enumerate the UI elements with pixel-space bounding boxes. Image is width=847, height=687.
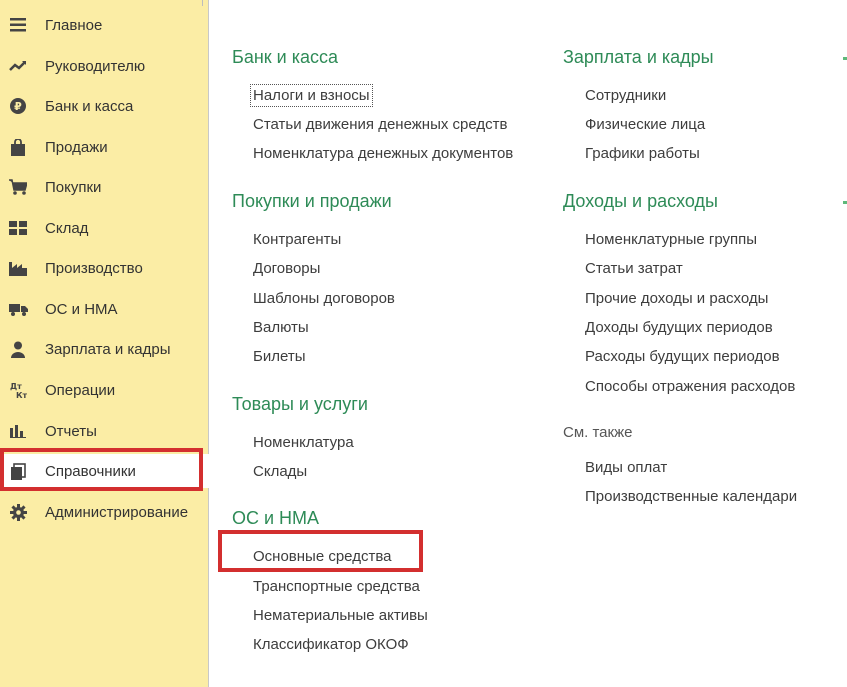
link-deferred-income[interactable]: Доходы будущих периодов: [585, 319, 773, 336]
truck-icon: [8, 300, 28, 318]
sidebar-item-directories[interactable]: [0, 454, 209, 488]
svg-text:₽: ₽: [14, 100, 22, 113]
sidebar-item-label: Покупки: [45, 179, 102, 196]
link-warehouses[interactable]: Склады: [253, 463, 308, 480]
sidebar-item-purchases[interactable]: [0, 170, 209, 204]
sidebar-item-label: Производство: [45, 260, 143, 277]
link-other-income-expenses[interactable]: Прочие доходы и расходы: [585, 290, 769, 307]
sidebar: [0, 0, 209, 687]
link-contracts[interactable]: Договоры: [253, 260, 321, 277]
sidebar-item-salary[interactable]: [0, 332, 209, 366]
gear-icon: [8, 503, 28, 521]
link-expense-reflection-methods[interactable]: Способы отражения расходов: [585, 378, 796, 395]
link-tickets[interactable]: Билеты: [253, 348, 306, 365]
person-icon: [8, 340, 28, 358]
link-payment-types[interactable]: Виды оплат: [585, 459, 668, 476]
bar-chart-icon: [8, 422, 28, 440]
sidebar-item-label: Банк и касса: [45, 98, 134, 115]
books-icon: [8, 462, 28, 480]
link-cash-flow-items[interactable]: Статьи движения денежных средств: [253, 116, 508, 133]
sidebar-item-label: Отчеты: [45, 423, 97, 440]
sidebar-item-fixed-assets[interactable]: [0, 292, 209, 326]
sidebar-item-bank[interactable]: [0, 89, 209, 123]
link-individuals[interactable]: Физические лица: [585, 116, 706, 133]
sidebar-item-label: Склад: [45, 220, 89, 237]
sidebar-item-warehouse[interactable]: [0, 211, 209, 245]
link-currencies[interactable]: Валюты: [253, 319, 309, 336]
svg-text:Дт: Дт: [10, 382, 22, 391]
link-monetary-documents[interactable]: Номенклатура денежных документов: [253, 145, 514, 162]
link-cost-items[interactable]: Статьи затрат: [585, 260, 683, 277]
ruble-coin-icon: [8, 97, 28, 115]
link-production-calendars[interactable]: Производственные календари: [585, 488, 798, 505]
sidebar-item-label: Руководителю: [45, 58, 146, 75]
factory-icon: [8, 259, 28, 277]
section-title-goods-services: Товары и услуги: [232, 394, 368, 414]
link-taxes[interactable]: Налоги и взносы: [253, 87, 370, 104]
sidebar-item-operations[interactable]: [0, 373, 209, 407]
link-employees[interactable]: Сотрудники: [585, 87, 667, 104]
trend-chart-icon: [8, 57, 28, 75]
svg-text:Кт: Кт: [16, 391, 27, 399]
sidebar-item-reports[interactable]: [0, 414, 209, 448]
section-title-salary-staff: Зарплата и кадры: [563, 47, 714, 67]
sidebar-item-manager[interactable]: [0, 49, 209, 83]
link-vehicles[interactable]: Транспортные средства: [253, 578, 420, 595]
debit-credit-icon: [8, 381, 28, 399]
section-title-purchases-sales: Покупки и продажи: [232, 191, 392, 211]
edge-marker: [843, 57, 847, 60]
sidebar-item-main[interactable]: [0, 8, 209, 42]
sidebar-item-label: Администрирование: [45, 504, 189, 521]
sidebar-item-administration[interactable]: [0, 495, 209, 529]
section-title-bank: Банк и касса: [232, 47, 338, 67]
link-nomenclature[interactable]: Номенклатура: [253, 434, 354, 451]
shopping-bag-icon: [8, 138, 28, 156]
edge-marker: [843, 201, 847, 204]
section-title-fixed-assets: ОС и НМА: [232, 508, 320, 528]
link-deferred-expenses[interactable]: Расходы будущих периодов: [585, 348, 780, 365]
link-counterparties[interactable]: Контрагенты: [253, 231, 342, 248]
link-intangible-assets[interactable]: Нематериальные активы: [253, 607, 428, 624]
sidebar-item-label: Справочники: [45, 463, 136, 480]
sidebar-item-production[interactable]: [0, 251, 209, 285]
sidebar-item-label: Операции: [45, 382, 116, 399]
shopping-cart-icon: [8, 178, 28, 196]
link-contract-templates[interactable]: Шаблоны договоров: [253, 290, 395, 307]
sidebar-item-label: Главное: [45, 17, 103, 34]
sidebar-item-sales[interactable]: [0, 130, 209, 164]
section-title-income-expenses: Доходы и расходы: [563, 191, 718, 211]
link-nomenclature-groups[interactable]: Номенклатурные группы: [585, 231, 758, 248]
hamburger-menu-icon: [8, 16, 28, 34]
sidebar-divider: [202, 0, 203, 6]
sidebar-item-label: Зарплата и кадры: [45, 341, 171, 358]
link-okof-classifier[interactable]: Классификатор ОКОФ: [253, 636, 409, 653]
sidebar-item-label: ОС и НМА: [45, 301, 118, 318]
warehouse-grid-icon: [8, 219, 28, 237]
sidebar-item-label: Продажи: [45, 139, 108, 156]
link-fixed-assets[interactable]: Основные средства: [253, 548, 392, 565]
see-also-label: См. также: [563, 424, 633, 441]
link-work-schedules[interactable]: Графики работы: [585, 145, 700, 162]
